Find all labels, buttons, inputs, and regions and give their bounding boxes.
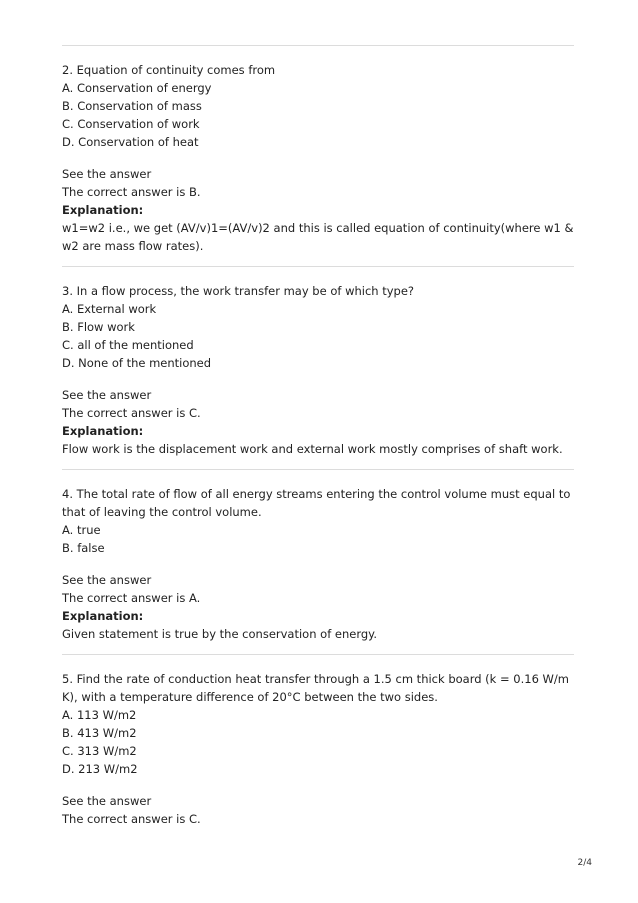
question-block (62, 655, 574, 839)
option: B. false (62, 541, 105, 555)
question-block (62, 267, 574, 469)
question-text: 2. Equation of continuity comes from (62, 63, 276, 77)
question-text: 3. In a flow process, the work transfer may be of which type? (62, 284, 415, 298)
explanation-label: Explanation: (62, 424, 144, 438)
option: C. 313 W/m2 (62, 744, 137, 758)
option: A. External work (62, 302, 157, 316)
option: B. 413 W/m2 (62, 726, 137, 740)
option: A. true (62, 523, 101, 537)
option: D. None of the mentioned (62, 356, 212, 370)
explanation-text: Given statement is true by the conservation of energy. (62, 627, 377, 641)
option: C. all of the mentioned (62, 338, 194, 352)
option: C. Conservation of work (62, 117, 200, 131)
question-text: 4. The total rate of flow of all energy streams entering the control volume must equal to that of leaving the control volume. (62, 487, 571, 519)
see-answer-link[interactable]: See the answer (62, 388, 152, 402)
correct-answer: The correct answer is C. (62, 406, 201, 420)
correct-answer: The correct answer is C. (62, 812, 201, 826)
page-number: 2/4 (577, 858, 592, 868)
see-answer-link[interactable]: See the answer (62, 573, 152, 587)
explanation-text: w1=w2 i.e., we get (AV/v)1=(AV/v)2 and this is called equation of continuity(where w1 & w2 are mass flow rates). (62, 221, 574, 253)
option: A. Conservation of energy (62, 81, 212, 95)
option: A. 113 W/m2 (62, 708, 137, 722)
question-text: 5. Find the rate of conduction heat transfer through a 1.5 cm thick board (k = 0.16 W/m K), with a temperature difference of 20°C between the two sides. (62, 672, 569, 704)
option: B. Flow work (62, 320, 135, 334)
question-block (62, 46, 574, 266)
option: B. Conservation of mass (62, 99, 202, 113)
question-block (62, 470, 574, 654)
correct-answer: The correct answer is A. (62, 591, 201, 605)
document-page (62, 0, 574, 839)
explanation-label: Explanation: (62, 203, 144, 217)
explanation-text: Flow work is the displacement work and external work mostly comprises of shaft work. (62, 442, 563, 456)
see-answer-link[interactable]: See the answer (62, 794, 152, 808)
option: D. Conservation of heat (62, 135, 199, 149)
see-answer-link[interactable]: See the answer (62, 167, 152, 181)
option: D. 213 W/m2 (62, 762, 138, 776)
correct-answer: The correct answer is B. (62, 185, 201, 199)
explanation-label: Explanation: (62, 609, 144, 623)
